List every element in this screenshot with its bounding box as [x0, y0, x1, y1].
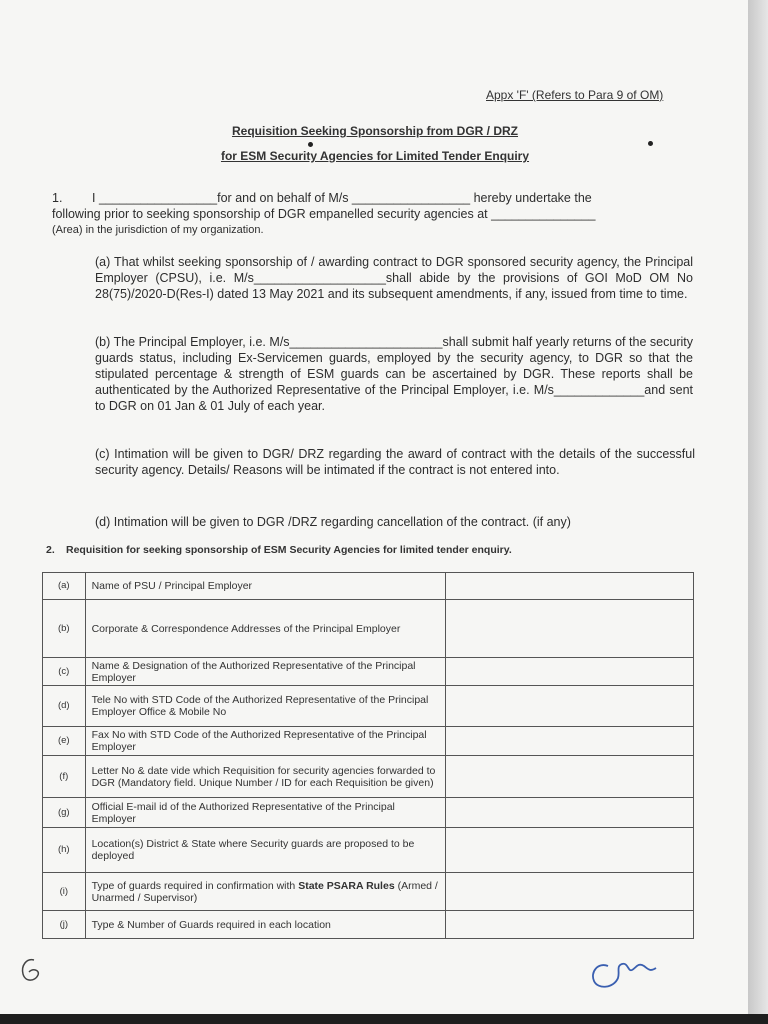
row-value-cell[interactable] [446, 600, 694, 658]
row-description: Corporate & Correspondence Addresses of the Principal Employer [85, 600, 446, 658]
section-2-heading [46, 544, 512, 556]
psara-rules-text: State PSARA Rules [298, 879, 395, 892]
row-description-text: Type of guards required in confirmation with [91, 879, 299, 892]
row-description: Name & Designation of the Authorized Representative of the Principal Employer [85, 658, 446, 686]
scan-dot-mark [648, 141, 653, 146]
row-label: (e) [43, 727, 86, 756]
scan-edge-right [748, 0, 768, 1024]
row-label: (g) [43, 798, 86, 828]
clause-c: (c) Intimation will be given to DGR/ DRZ regarding the award of contract with the details of the successful security agency. Details/ Reasons will be intimated if the contract is not entered into. [95, 447, 695, 477]
row-label: (a) [43, 573, 86, 600]
table-row [43, 911, 694, 939]
para1-line2: following prior to seeking sponsorship of DGR empanelled security agencies at _______________ [52, 207, 596, 221]
handwritten-signature [586, 950, 666, 994]
handwritten-initial-mark [16, 954, 46, 986]
table-row [43, 600, 694, 658]
row-value-cell[interactable] [446, 911, 694, 939]
para1-number: 1. [52, 191, 63, 205]
table-row [43, 658, 694, 686]
section-2-title: Requisition for seeking sponsorship of ESM Security Agencies for limited tender enquiry. [66, 544, 512, 556]
row-label: (i) [43, 873, 86, 911]
row-value-cell[interactable] [446, 756, 694, 798]
row-label: (c) [43, 658, 86, 686]
row-description: Letter No & date vide which Requisition for security agencies forwarded to DGR (Mandatory field. Unique Number / ID for each Requisition be given) [85, 756, 446, 798]
table-row [43, 573, 694, 600]
table-row [43, 727, 694, 756]
row-description: Type & Number of Guards required in each location [85, 911, 446, 939]
row-description-text: (Armed / Unarmed / Supervisor) [91, 879, 438, 904]
row-label: (h) [43, 828, 86, 873]
row-value-cell[interactable] [446, 686, 694, 727]
row-value-cell[interactable] [446, 828, 694, 873]
row-label: (f) [43, 756, 86, 798]
row-value-cell[interactable] [446, 727, 694, 756]
clause-d: (d) Intimation will be given to DGR /DRZ regarding cancellation of the contract. (if any) [95, 515, 571, 529]
table-row [43, 756, 694, 798]
appendix-reference: Appx 'F' (Refers to Para 9 of OM) [486, 88, 664, 102]
section-2-number: 2. [46, 544, 55, 556]
table-row [43, 828, 694, 873]
row-label: (d) [43, 686, 86, 727]
paragraph-1 [52, 190, 697, 238]
row-description: Tele No with STD Code of the Authorized Representative of the Principal Employer Office & Mobile No [85, 686, 446, 727]
table-row [43, 873, 694, 911]
row-value-cell[interactable] [446, 798, 694, 828]
row-label: (b) [43, 600, 86, 658]
row-description: Location(s) District & State where Security guards are proposed to be deployed [85, 828, 446, 873]
scan-edge-bottom [0, 1014, 768, 1024]
row-description: Name of PSU / Principal Employer [85, 573, 446, 600]
para1-line1: I _________________for and on behalf of M/s _________________ hereby undertake the [92, 191, 592, 205]
table-row [43, 798, 694, 828]
requisition-table [42, 572, 694, 939]
row-value-cell[interactable] [446, 873, 694, 911]
scan-dot-mark [308, 142, 313, 147]
clause-b: (b) The Principal Employer, i.e. M/s______________________shall submit half yearly returns of the security guards status, including Ex-Servicemen guards, employed by the security agency, to DGR so that the stipulated percentage & strength of ESM guards can be ascertained by DGR. These reports shall be authenticated by the Authorized Representative of the Principal Employer, i.e. M/s_____________and sent to DGR on 01 Jan & 01 July of each year. [95, 335, 693, 413]
row-value-cell[interactable] [446, 658, 694, 686]
row-description: Fax No with STD Code of the Authorized Representative of the Principal Employer [85, 727, 446, 756]
row-value-cell[interactable] [446, 573, 694, 600]
table-row [43, 686, 694, 727]
row-description [85, 873, 446, 911]
document-title-line1: Requisition Seeking Sponsorship from DGR / DRZ [231, 124, 519, 138]
row-label: (j) [43, 911, 86, 939]
para1-line3: (Area) in the jurisdiction of my organization. [52, 224, 264, 236]
row-description: Official E-mail id of the Authorized Representative of the Principal Employer [85, 798, 446, 828]
document-title-line2: for ESM Security Agencies for Limited Tender Enquiry [220, 149, 530, 163]
clause-a: (a) That whilst seeking sponsorship of / awarding contract to DGR sponsored security agency, the Principal Employer (CPSU), i.e. M/s___________________shall abide by the provisions of GOI MoD OM No 28(75)/2020-D(Res-I) dated 13 May 2021 and its subsequent amendments, if any, issued from time to time. [95, 255, 693, 301]
